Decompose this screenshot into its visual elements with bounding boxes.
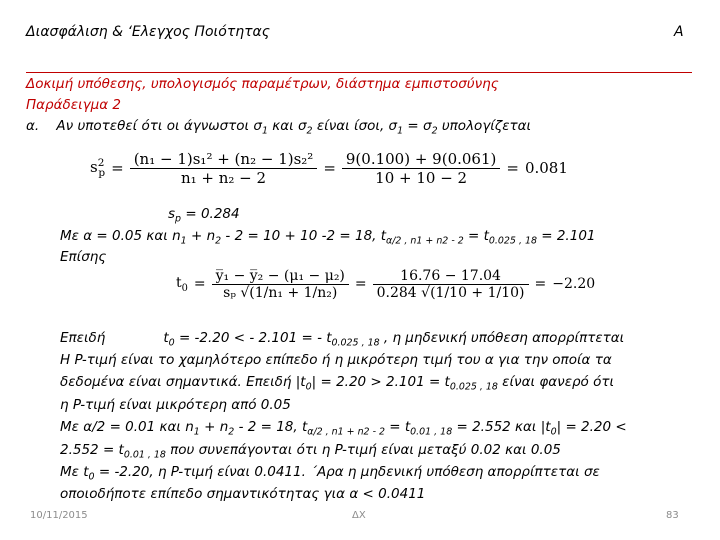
body-line-7: Με $t_0 = -2.20$, η P-τιμή είναι 0.0411. ΄Αρα η μηδενική υπόθεση απορρίπτεται σε: [60, 464, 600, 483]
header-letter: A: [674, 24, 684, 40]
also-label: Επίσης: [60, 249, 107, 265]
example-title: Παράδειγμα 2: [26, 97, 122, 113]
footer-author: ΔΧ: [352, 510, 366, 521]
eq2-lhs: $t_0$: [176, 274, 188, 294]
eq2-result: −2.20: [552, 276, 596, 292]
sp-value: $s_p = 0.284$: [168, 206, 240, 225]
body-line-6: $2.552 = t_{0.01 , 18}$ που συνεπάγονται ότι η P-τιμή είναι μεταξύ 0.02 και 0.05: [60, 442, 561, 461]
item-a-line: α. Αν υποτεθεί ότι οι άγνωστοι $\sigma_1$ και $\sigma_2$ είναι ίσοι, $\sigma_1 = \sigma_2$ υπολογίζεται: [26, 118, 532, 137]
body-line-4: η P-τιμή είναι μικρότερη από 0.05: [60, 397, 291, 413]
item-marker: α.: [26, 118, 40, 134]
eq1-fraction-numeric: $\frac{9(0.100) + 9(0.061)}{10 + 10 - 2}$: [342, 150, 500, 187]
alpha-critical-line: Με α = 0.05 και $n_1 + n_2 - 2 = 10 + 10$ -2 = 18, $t_{\alpha/2 , n1 + n2 - 2} = t_{0.025 , 18} = 2.101$: [60, 228, 596, 247]
pooled-variance-equation: $s^2_p$ = $\frac{\text{(n₁ − 1)s₁² + (n₂ − 1)s₂²}}{\text{n₁ + n₂ − 2}}$ = $\frac{9(0.100) + 9(0.061)}{10 + 10 - 2}$ = 0.081: [90, 149, 568, 187]
body-line-3: δεδομένα είναι σημαντικά. Επειδή $|t_0| = 2.20 > 2.101 = t_{0.025 , 18}$ είναι φανερό ότι: [60, 374, 615, 393]
body-line-8: οποιοδήποτε επίπεδο σημαντικότητας για α < 0.0411: [60, 486, 426, 502]
eq1-result: 0.081: [524, 159, 568, 177]
eq2-fraction-numeric: $\frac{16.76 - 17.04}{0.284 √(1/10 + 1/10)}$: [373, 268, 529, 301]
eq2-fraction-symbolic: $\frac{\text{y̅₁ − y̅₂ − (μ₁ − μ₂)}}{\text{sₚ √(1/n₁ + 1/n₂)}}$: [212, 268, 349, 301]
body-line-5: Με α/2 = 0.01 και $n_1 + n_2 - 2 = 18$, $t_{\alpha/2 , n1 + n2 - 2} = t_{0.01 , 18} = 2.552$ και $|t_0| = 2.20$ <: [60, 419, 627, 438]
test-statistic-equation: $t_0$ = $\frac{\text{y̅₁ − y̅₂ − (μ₁ − μ₂)}}{\text{sₚ √(1/n₁ + 1/n₂)}}$ = $\frac{16.76 - 17.04}{0.284 √(1/10 + 1/10)}$ = −2.20: [176, 267, 596, 301]
header-divider: [26, 72, 692, 73]
body-line-2: Η P-τιμή είναι το χαμηλότερο επίπεδο ή η μικρότερη τιμή του α για την οποία τα: [60, 352, 612, 368]
footer-page-number: 83: [666, 510, 679, 521]
eq1-lhs: $s^2_p$: [90, 157, 106, 179]
eq1-fraction-symbolic: $\frac{\text{(n₁ − 1)s₁² + (n₂ − 1)s₂²}}{\text{n₁ + n₂ − 2}}$: [130, 150, 318, 187]
footer-date: 10/11/2015: [30, 510, 88, 521]
section-subtitle: Δοκιμή υπόθεσης, υπολογισμός παραμέτρων, διάστημα εμπιστοσύνης: [26, 76, 499, 92]
page-title: Διασφάλιση & ‘Ελεγχος Ποιότητας: [26, 24, 270, 40]
body-line-1: Επειδή $t_0 = -2.20$ < - 2.101 = - $t_{0.025 , 18}$ , η μηδενική υπόθεση απορρίπτεται: [60, 330, 625, 349]
